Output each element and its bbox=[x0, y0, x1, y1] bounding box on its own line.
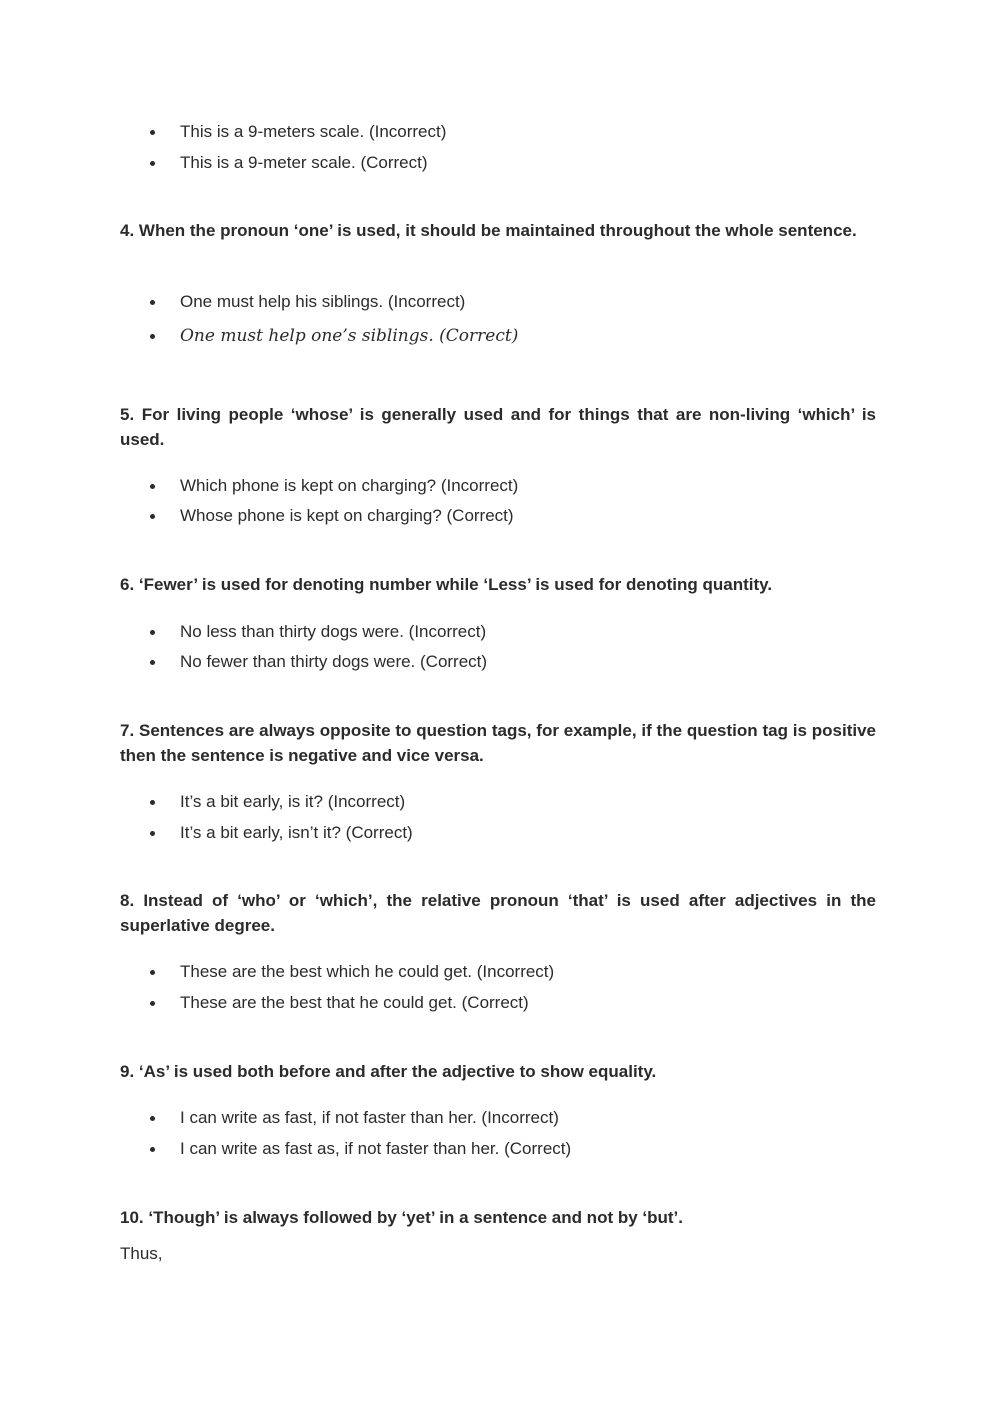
bullet-icon bbox=[150, 1147, 155, 1152]
list-item-text: Whose phone is kept on charging? (Correct) bbox=[180, 506, 514, 525]
bullet-icon bbox=[150, 1116, 155, 1121]
list-item-text: This is a 9-meter scale. (Correct) bbox=[180, 153, 428, 172]
bullet-icon bbox=[150, 334, 155, 339]
rule-heading-4: 4. When the pronoun ‘one’ is used, it should be maintained throughout the whole sentence. bbox=[120, 221, 857, 240]
bullet-icon bbox=[150, 630, 155, 635]
list-item-text: No fewer than thirty dogs were. (Correct) bbox=[180, 652, 488, 671]
list-item-text: One must help his siblings. (Incorrect) bbox=[180, 292, 466, 311]
bullet-icon bbox=[150, 514, 155, 519]
list-item-text: I can write as fast, if not faster than her. (Incorrect) bbox=[180, 1108, 559, 1127]
rule-heading-10: 10. ‘Though’ is always followed by ‘yet’ in a sentence and not by ‘but’. bbox=[120, 1208, 684, 1227]
list-item-text: These are the best which he could get. (Incorrect) bbox=[180, 962, 555, 981]
rule-heading-8: 8. Instead of ‘who’ or ‘which’, the relative pronoun ‘that’ is used after adjectives in the superlative degree. bbox=[120, 891, 876, 935]
bullet-icon bbox=[150, 800, 155, 805]
rule-heading-7: 7. Sentences are always opposite to question tags, for example, if the question tag is positive then the sentence is negative and vice versa. bbox=[120, 721, 876, 765]
list-item-text: It’s a bit early, is it? (Incorrect) bbox=[180, 792, 406, 811]
bullet-icon bbox=[150, 484, 155, 489]
list-item-text: One must help one’s siblings. (Correct) bbox=[180, 326, 519, 346]
list-item-text: It’s a bit early, isn’t it? (Correct) bbox=[180, 823, 413, 842]
rule-heading-9: 9. ‘As’ is used both before and after the adjective to show equality. bbox=[120, 1062, 657, 1081]
rule-heading-5: 5. For living people ‘whose’ is generally used and for things that are non-living ‘which’ is used. bbox=[120, 405, 876, 449]
list-item-text: I can write as fast as, if not faster than her. (Correct) bbox=[180, 1139, 572, 1158]
bullet-icon bbox=[150, 970, 155, 975]
bullet-icon bbox=[150, 130, 155, 135]
bullet-icon bbox=[150, 161, 155, 166]
bullet-icon bbox=[150, 300, 155, 305]
bullet-icon bbox=[150, 831, 155, 836]
bullet-icon bbox=[150, 1001, 155, 1006]
list-item-text: These are the best that he could get. (Correct) bbox=[180, 993, 529, 1012]
list-item-text: No less than thirty dogs were. (Incorrect) bbox=[180, 622, 487, 641]
list-item-text: This is a 9-meters scale. (Incorrect) bbox=[180, 122, 447, 141]
rule-heading-6: 6. ‘Fewer’ is used for denoting number while ‘Less’ is used for denoting quantity. bbox=[120, 575, 773, 594]
body-paragraph: Thus, bbox=[120, 1244, 163, 1263]
bullet-icon bbox=[150, 660, 155, 665]
list-item-text: Which phone is kept on charging? (Incorrect) bbox=[180, 476, 519, 495]
